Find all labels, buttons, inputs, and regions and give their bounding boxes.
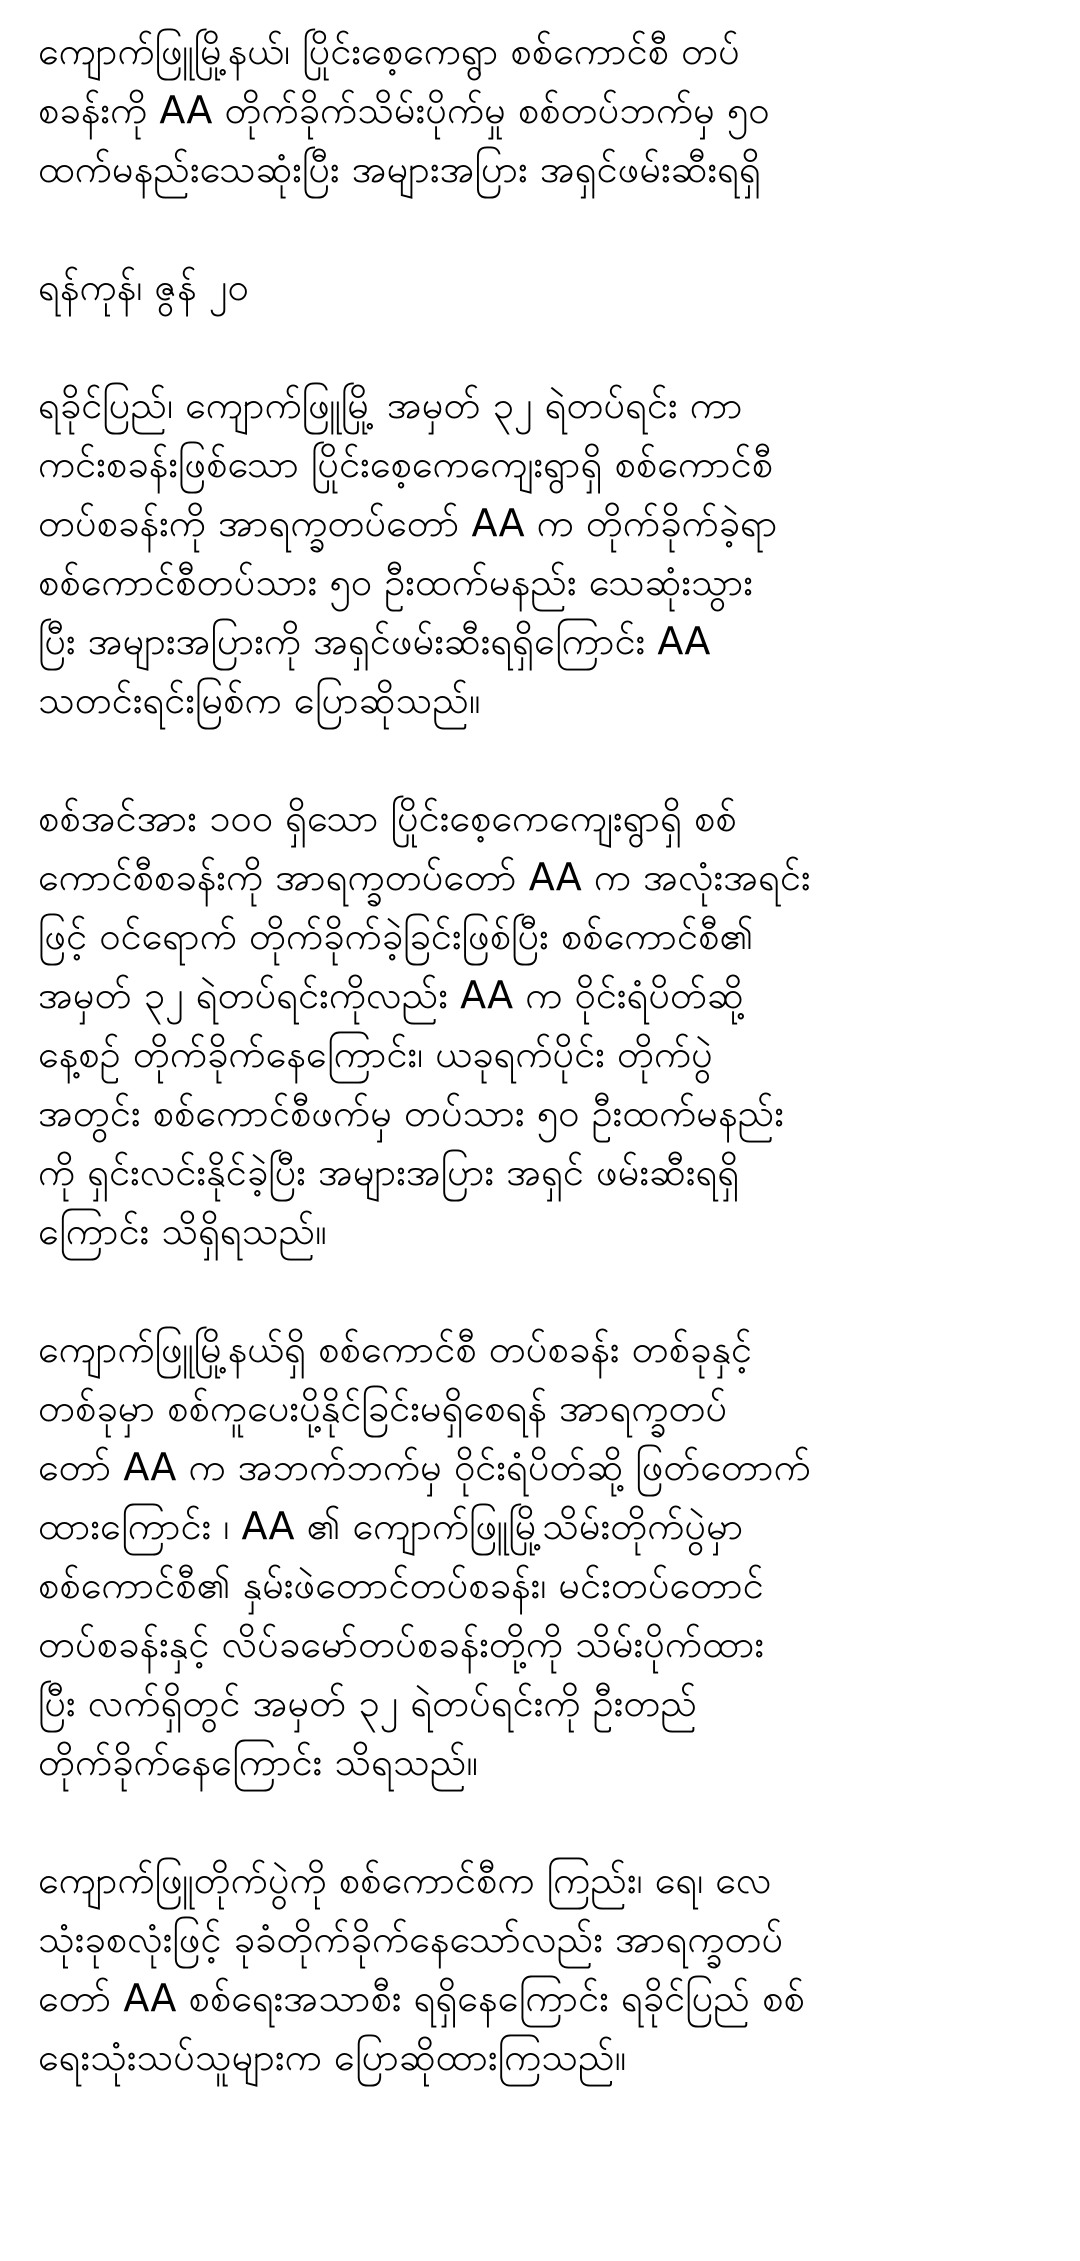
headline-line: ကျောက်ဖြူမြို့နယ်၊ ပြိုင်းစေ့ကေရွာ စစ်ကောင်စီ တပ် <box>38 29 740 73</box>
paragraph-line: တိုက်ခိုက်နေကြောင်း သိရသည်။ <box>38 1740 478 1784</box>
paragraph-line: ပြီး လက်ရှိတွင် အမှတ် ၃၂ ရဲတပ်ရင်းကို ဦးတည် <box>38 1681 698 1725</box>
paragraph-line: တော် AA က အဘက်ဘက်မှ ဝိုင်းရံပိတ်ဆို့ ဖြတ်တောက် <box>38 1445 811 1489</box>
paragraph-line: ထားကြောင်း ၊ AA ၏ ကျောက်ဖြူမြို့သိမ်းတိုက်ပွဲမှာ <box>38 1504 744 1548</box>
paragraph-3 <box>38 1320 1048 1792</box>
article-headline <box>38 22 1048 199</box>
paragraph-line: တပ်စခန်းနှင့် လိပ်ခမော်တပ်စခန်းတို့ကို သိမ်းပိုက်ထား <box>38 1622 765 1666</box>
paragraph-line: ရေးသုံးသပ်သူများက ပြောဆိုထားကြသည်။ <box>38 2035 627 2079</box>
paragraph-line: သတင်းရင်းမြစ်က ပြောဆိုသည်။ <box>38 678 481 722</box>
paragraph-line: တစ်ခုမှာ စစ်ကူပေးပို့နိုင်ခြင်းမရှိစေရန် အာရက္ခတပ် <box>38 1386 728 1430</box>
paragraph-line: စစ်ကောင်စီတပ်သား ၅၀ ဦးထက်မနည်း သေဆုံးသွား <box>38 560 754 604</box>
paragraph-line: ကျောက်ဖြူတိုက်ပွဲကို စစ်ကောင်စီက ကြည်း၊ ရေ၊ လေ <box>38 1858 772 1902</box>
paragraph-line: အတွင်း စစ်ကောင်စီဖက်မှ တပ်သား ၅၀ ဦးထက်မနည်း <box>38 1091 785 1135</box>
paragraph-2 <box>38 789 1048 1261</box>
paragraph-4 <box>38 1851 1048 2087</box>
article-dateline <box>38 258 1048 317</box>
paragraph-line: နေ့စဉ် တိုက်ခိုက်နေကြောင်း၊ ယခုရက်ပိုင်း တိုက်ပွဲ <box>38 1032 713 1076</box>
paragraph-line: ကင်းစခန်းဖြစ်သော ပြိုင်းစေ့ကေကျေးရွာရှိ စစ်ကောင်စီ <box>38 442 774 486</box>
paragraph-line: ပြီး အများအပြားကို အရှင်ဖမ်းဆီးရရှိကြောင်း AA <box>38 619 711 663</box>
paragraph-line: စစ်ကောင်စီ၏ နှမ်းဖဲတောင်တပ်စခန်း၊ မင်းတပ်တောင် <box>38 1563 764 1607</box>
article-body <box>38 22 1048 2087</box>
paragraph-line: ကောင်စီစခန်းကို အာရက္ခတပ်တော် AA က အလုံးအရင်း <box>38 855 811 899</box>
paragraph-line: တပ်စခန်းကို အာရက္ခတပ်တော် AA က တိုက်ခိုက်ခဲ့ရာ <box>38 501 778 545</box>
paragraph-line: ကျောက်ဖြူမြို့နယ်ရှိ စစ်ကောင်စီ တပ်စခန်း တစ်ခုနှင့် <box>38 1327 753 1371</box>
paragraph-line: စစ်အင်အား ၁၀၀ ရှိသော ပြိုင်းစေ့ကေကျေးရွာရှိ စစ် <box>38 796 737 840</box>
paragraph-line: သုံးခုစလုံးဖြင့် ခုခံတိုက်ခိုက်နေသော်လည်း အာရက္ခတပ် <box>38 1917 784 1961</box>
paragraph-line: အမှတ် ၃၂ ရဲတပ်ရင်းကိုလည်း AA က ဝိုင်းရံပိတ်ဆို့ <box>38 973 744 1017</box>
paragraph-line: တော် AA စစ်ရေးအသာစီး ရရှိနေကြောင်း ရခိုင်ပြည် စစ် <box>38 1976 805 2020</box>
paragraph-line: ကို ရှင်းလင်းနိုင်ခဲ့ပြီး အများအပြား အရှင် ဖမ်းဆီးရရှိ <box>38 1150 740 1194</box>
dateline-text: ရန်ကုန်၊ ဇွန် ၂၀ <box>38 265 249 309</box>
paragraph-line: ရခိုင်ပြည်၊ ကျောက်ဖြူမြို့ အမှတ် ၃၂ ရဲတပ်ရင်း ကာ <box>38 383 743 427</box>
headline-line: ထက်မနည်းသေဆုံးပြီး အများအပြား အရှင်ဖမ်းဆီးရရှိ <box>38 147 761 191</box>
headline-line: စခန်းကို AA တိုက်ခိုက်သိမ်းပိုက်မှု စစ်တပ်ဘက်မှ ၅၀ <box>38 88 770 132</box>
paragraph-line: ဖြင့် ဝင်ရောက် တိုက်ခိုက်ခဲ့ခြင်းဖြစ်ပြီး စစ်ကောင်စီ၏ <box>38 914 754 958</box>
paragraph-line: ကြောင်း သိရှိရသည်။ <box>38 1209 327 1253</box>
paragraph-1 <box>38 376 1048 730</box>
